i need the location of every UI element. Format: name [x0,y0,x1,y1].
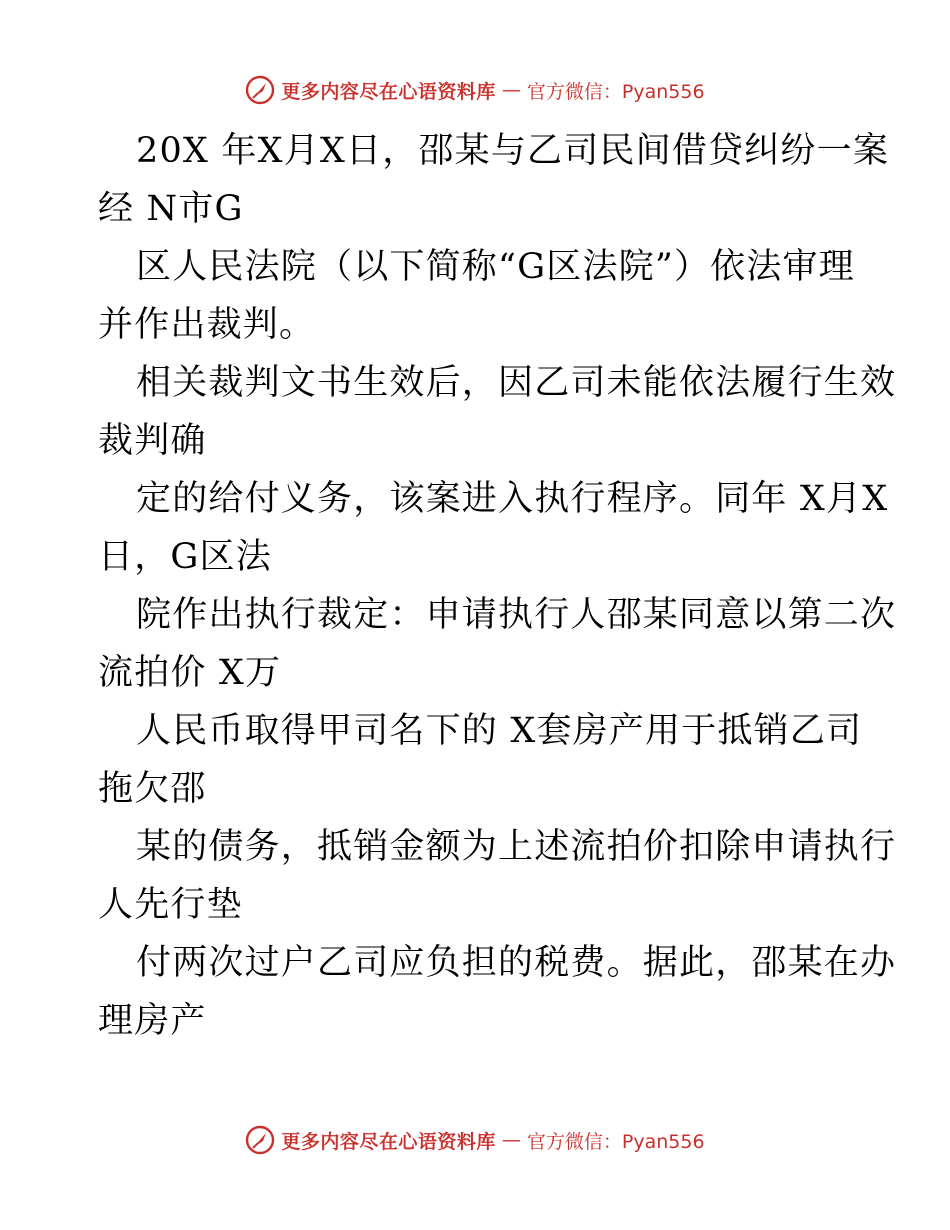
text-line: 区人民法院（以下简称“G区法院”）依法审理 [136,247,855,287]
text-line: 人民币取得甲司名下的 X套房产用于抵销乙司 [136,711,863,751]
text-line: 20X 年X月X日，邵某与乙司民间借贷纠纷一案 [136,131,890,171]
header-watermark-banner [0,72,950,108]
text-line: 定的给付义务，该案进入执行程序。同年 X月X [136,479,889,519]
text-line: 裁判确 [98,421,207,461]
feather-circle-logo-icon [245,1125,275,1155]
text-line: 流拍价 X万 [98,653,282,693]
feather-circle-logo-icon [245,75,275,105]
banner-separator: — [501,79,521,101]
text-line: 经 N市G [98,189,244,229]
text-line: 某的债务，抵销金额为上述流拍价扣除申请执行 [136,827,897,867]
document-body [98,122,897,1050]
text-line: 理房产 [98,1001,207,1041]
text-line: 拖欠邵 [98,769,207,809]
banner-separator: — [501,1129,521,1151]
footer-watermark-banner [0,1122,950,1158]
banner-title: 更多内容尽在心语资料库 [281,1130,496,1153]
banner-contact: 官方微信：Pyan556 [526,80,705,103]
text-line: 相关裁判文书生效后，因乙司未能依法履行生效 [136,363,897,403]
text-line: 院作出执行裁定：申请执行人邵某同意以第二次 [136,595,897,635]
banner-title: 更多内容尽在心语资料库 [281,80,496,103]
banner-contact: 官方微信：Pyan556 [526,1130,705,1153]
text-line: 并作出裁判。 [98,305,316,345]
text-line: 付两次过户乙司应负担的税费。据此，邵某在办 [136,943,897,983]
text-line: 人先行垫 [98,885,243,925]
text-line: 日，G区法 [98,537,272,577]
